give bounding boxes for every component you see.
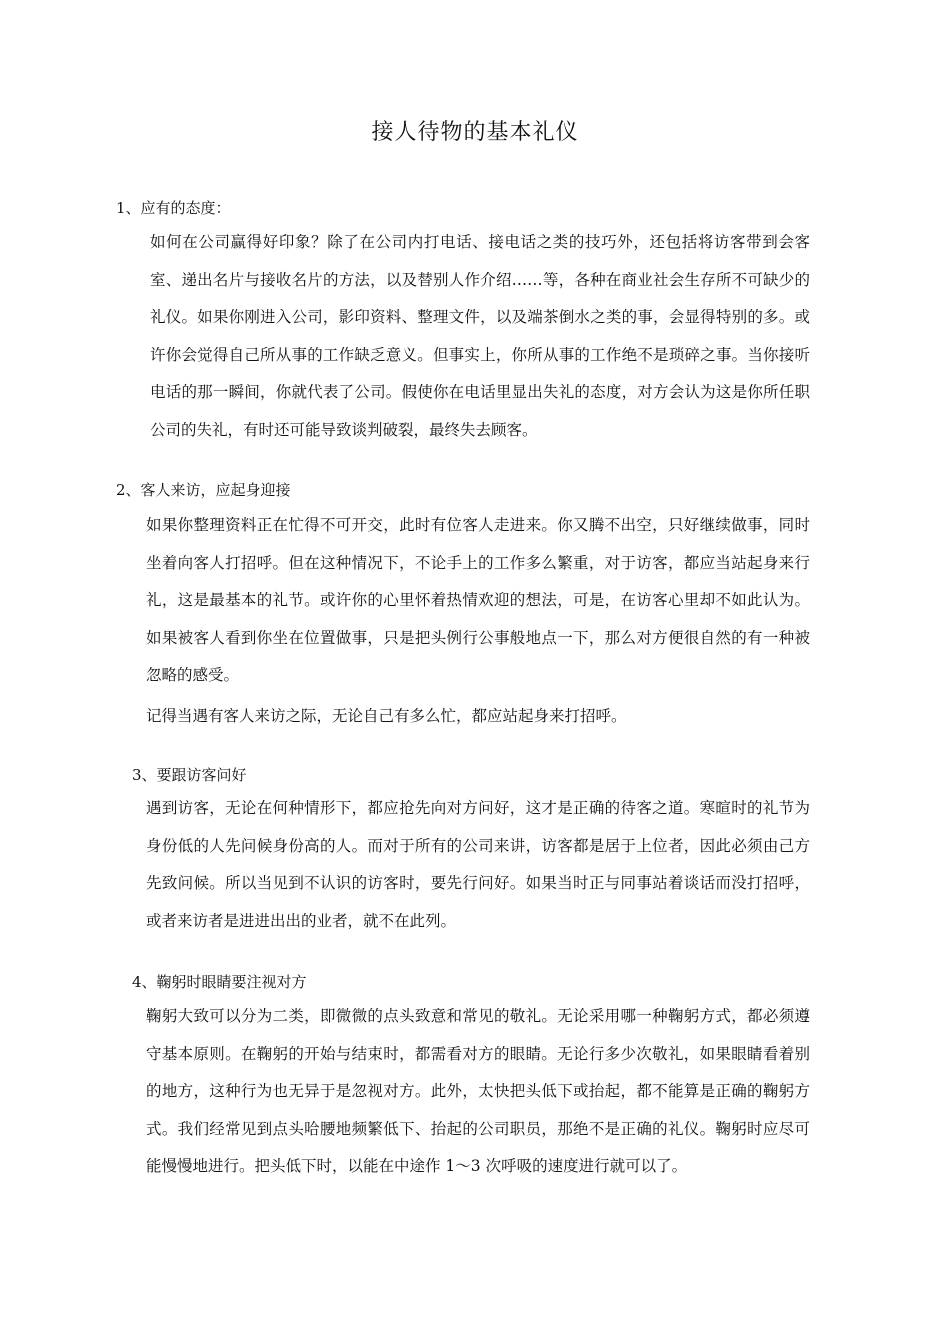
section-2-paragraph-2: 记得当遇有客人来访之际，无论自己有多么忙，都应站起身来打招呼。 [146, 707, 627, 725]
section-4-paragraph: 鞠躬大致可以分为二类，即微微的点头致意和常见的敬礼。无论采用哪一种鞠躬方式，都必须遵守基本原则。在鞠躬的开始与结束时，都需看对方的眼睛。无论行多少次敬礼，如果眼睛看着别的地方，这种行为也无异于是忽视对方。此外，太快把头低下或抬起，都不能算是正确的鞠躬方式。我们经常见到点头哈腰地频繁低下、抬起的公司职员，那绝不是正确的礼仪。鞠躬时应尽可能慢慢地进行。把头低下时，以能在中途作 1～3 次呼吸的速度进行就可以了。 [146, 1007, 810, 1176]
section-1-paragraph: 如何在公司赢得好印象？除了在公司内打电话、接电话之类的技巧外，还包括将访客带到会客室、递出名片与接收名片的方法，以及替别人作介绍……等，各种在商业社会生存所不可缺少的礼仪。如果你刚进入公司，影印资料、整理文件，以及端茶倒水之类的事，会显得特别的多。或许你会觉得自己所从事的工作缺乏意义。但事实上，你所从事的工作绝不是琐碎之事。当你接听电话的那一瞬间，你就代表了公司。假使你在电话里显出失礼的态度，对方会认为这是你所任职公司的失礼，有时还可能导致谈判破裂，最终失去顾客。 [150, 233, 810, 439]
section-1-heading: 1、应有的态度： [116, 199, 231, 217]
section-2-paragraph-1: 如果你整理资料正在忙得不可开交，此时有位客人走进来。你又腾不出空，只好继续做事，同时坐着向客人打招呼。但在这种情况下，不论手上的工作多么繁重，对于访客，都应当站起身来行礼，这是最基本的礼节。或许你的心里怀着热情欢迎的想法，可是，在访客心里却不如此认为。如果被客人看到你坐在位置做事，只是把头例行公事般地点一下，那么对方便很自然的有一种被忽略的感受。 [146, 516, 810, 685]
document-title: 接人待物的基本礼仪 [371, 120, 579, 145]
section-3-paragraph: 遇到访客，无论在何种情形下，都应抢先向对方问好，这才是正确的待客之道。寒暄时的礼节为身份低的人先问候身份高的人。而对于所有的公司来讲，访客都是居于上位者，因此必须由己方先致问候。所以当见到不认识的访客时，要先行问好。如果当时正与同事站着谈话而没打招呼，或者来访者是进进出出的业者，就不在此列。 [146, 799, 810, 930]
section-2-heading: 2、客人来访，应起身迎接 [116, 481, 291, 499]
section-3-heading: 3、要跟访客问好 [132, 766, 247, 784]
section-4-heading: 4、鞠躬时眼睛要注视对方 [132, 973, 307, 991]
